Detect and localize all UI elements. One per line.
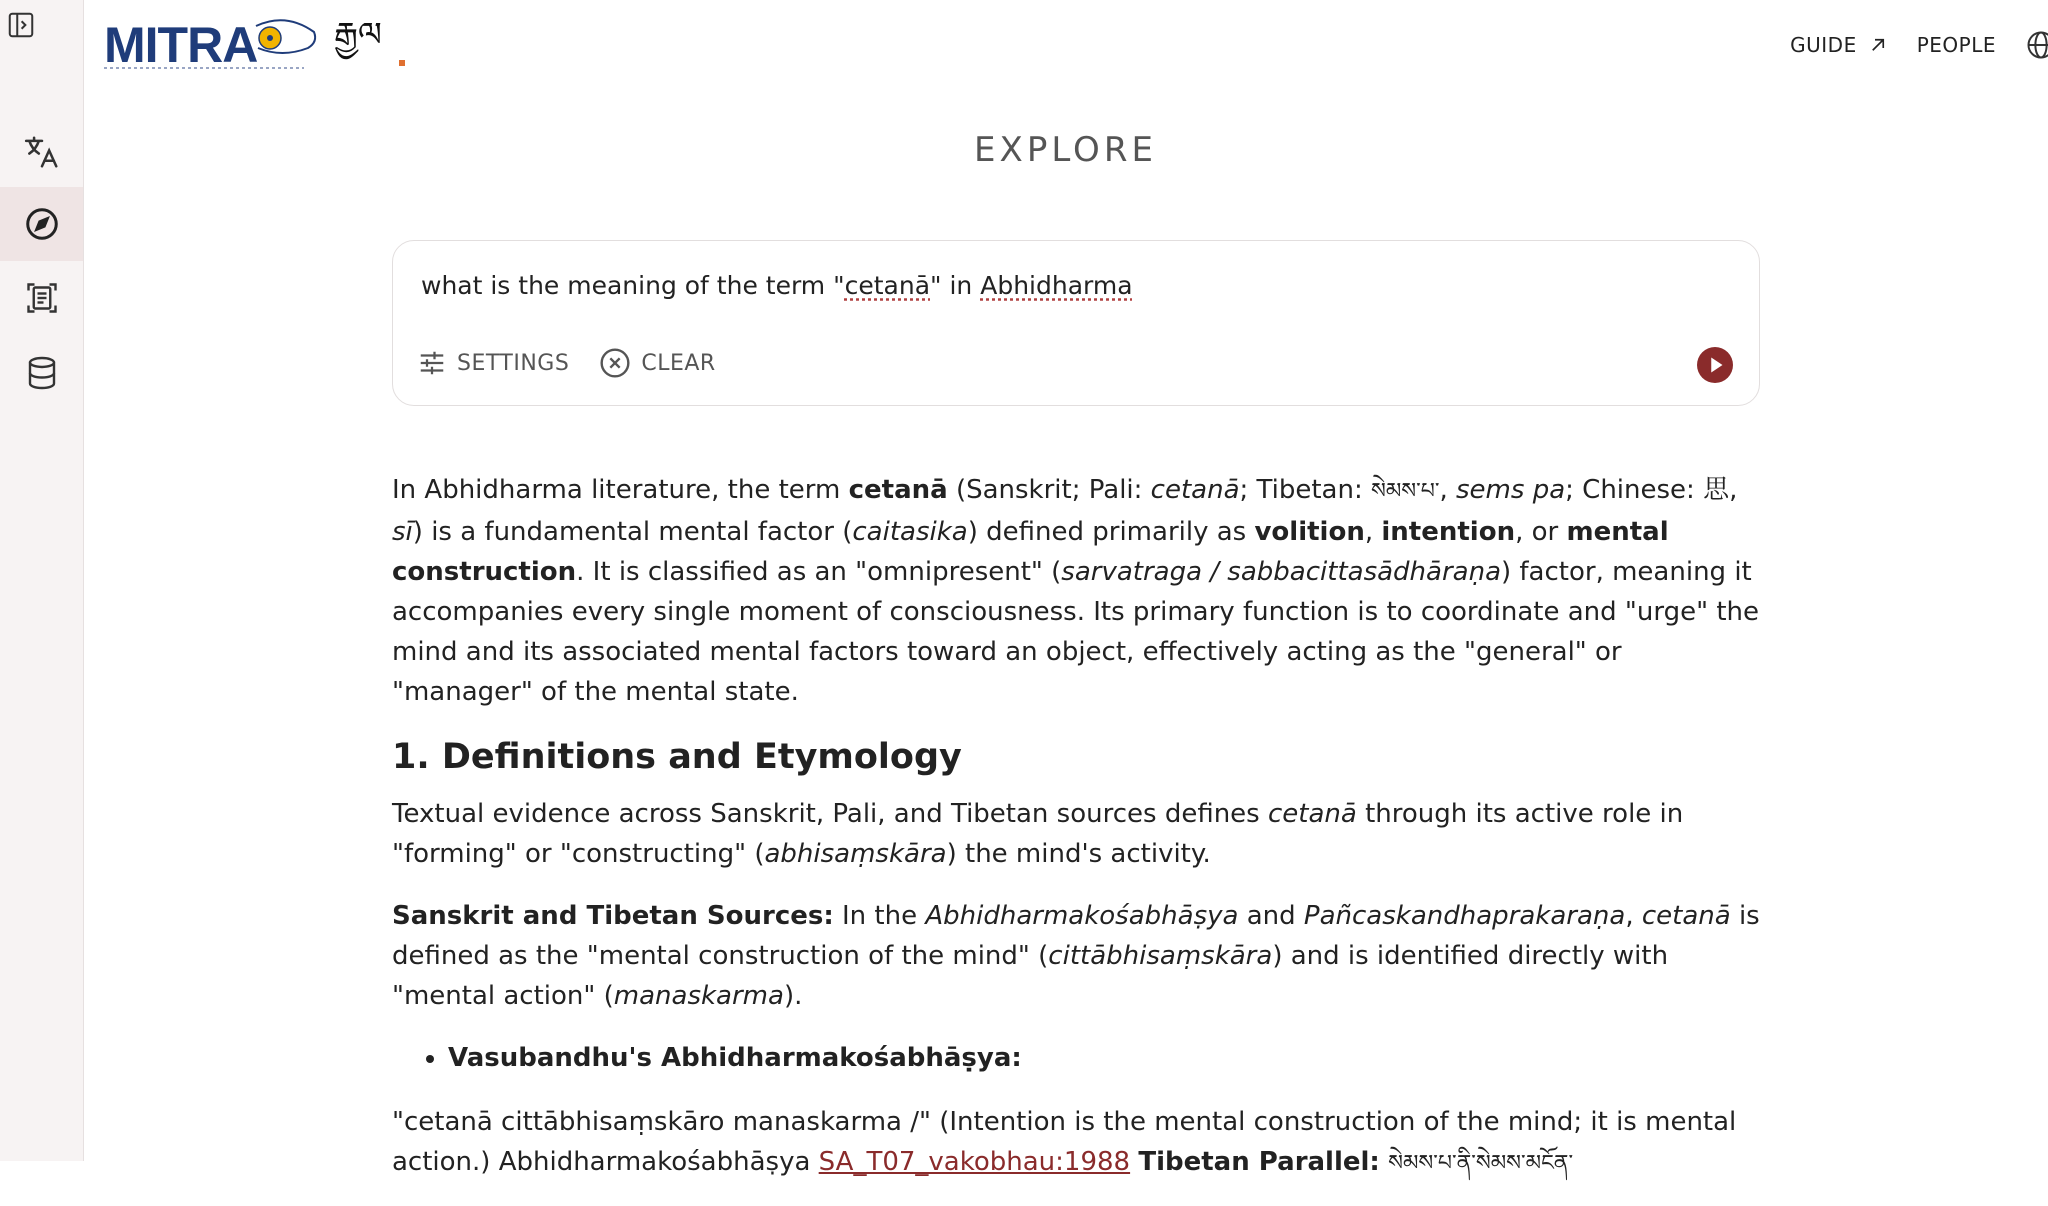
clear-label: CLEAR	[641, 351, 715, 376]
sidebar-item-database[interactable]	[0, 336, 83, 410]
answer-content	[392, 470, 1762, 1206]
search-actions	[417, 347, 716, 379]
settings-label: SETTINGS	[457, 351, 569, 376]
external-link-arrow-icon	[1869, 36, 1887, 54]
query-text: " in	[930, 271, 980, 300]
source-link[interactable]: SA_T07_vakobhau:1988	[819, 1147, 1130, 1177]
sidebar	[0, 0, 84, 1161]
globe-language-icon[interactable]	[2026, 30, 2048, 60]
clear-x-circle-icon	[599, 347, 631, 379]
clear-button[interactable]	[599, 347, 715, 379]
section-heading-definitions: 1. Definitions and Etymology	[392, 734, 1762, 780]
guide-link[interactable]	[1790, 33, 1887, 57]
dharma-wheel-icon	[259, 27, 281, 49]
sidebar-item-translate[interactable]	[0, 115, 83, 189]
sliders-icon	[417, 348, 447, 378]
people-label: PEOPLE	[1917, 33, 1996, 57]
sidebar-item-explore[interactable]	[0, 187, 83, 261]
list-item: • Vasubandhu's Abhidharmakośabhāṣya:	[448, 1038, 1762, 1078]
sources-paragraph: Sanskrit and Tibetan Sources: In the Abhidharmakośabhāṣya and Pañcaskandhaprakaraṇa, cetanā is defined as the "mental construction of the mind" (cittābhisaṃskāra) and is identified directly with "mental action" (manaskarma).	[392, 896, 1762, 1016]
search-box[interactable]	[392, 240, 1760, 406]
compass-icon	[24, 206, 60, 242]
document-scan-icon	[24, 280, 60, 316]
sources-list	[392, 1038, 1762, 1078]
search-query-text[interactable]	[421, 271, 1133, 300]
settings-button[interactable]	[417, 348, 569, 378]
query-text: what is the meaning of the term "	[421, 271, 845, 300]
sidebar-item-documents[interactable]	[0, 261, 83, 335]
answer-intro-paragraph: In Abhidharma literature, the term cetanā (Sanskrit; Pali: cetanā; Tibetan: སེམས་པ་, sems pa; Chinese: 思, sī) is a fundamental mental factor (caitasika) defined primarily as volition, intention, or mental construction. It is classified as an "omnipresent" (sarvatraga / sabbacittasādhāraṇa) factor, meaning it accompanies every single moment of consciousness. Its primary function is to coordinate and "urge" the mind and its associated mental factors toward an object, effectively acting as the "general" or "manager" of the mental state.	[392, 470, 1762, 712]
query-term-abhidharma: Abhidharma	[980, 271, 1132, 300]
quote-block: "cetanā cittābhisaṃskāro manaskarma /" (Intention is the mental construction of the mind; it is mental action.) Abhidharmakośabhāṣya SA_T07_vakobhau:1988 Tibetan Parallel: སེམས་པ་ནི་སེམས་མངོན་	[392, 1102, 1762, 1184]
submit-play-icon[interactable]	[1697, 347, 1733, 383]
people-link[interactable]	[1917, 33, 1996, 57]
guide-label: GUIDE	[1790, 33, 1857, 57]
definitions-paragraph: Textual evidence across Sanskrit, Pali, and Tibetan sources defines cetanā through its active role in "forming" or "constructing" (abhisaṃskāra) the mind's activity.	[392, 794, 1762, 874]
top-navigation	[1790, 30, 2048, 60]
logo-tibetan: རྒྱལ	[334, 15, 382, 60]
database-icon	[24, 355, 60, 391]
mitra-logo[interactable]	[104, 6, 414, 74]
page-title: EXPLORE	[83, 130, 2048, 170]
sidebar-toggle-icon[interactable]	[4, 8, 38, 42]
logo-text: MITRA	[104, 17, 257, 73]
translate-icon	[23, 133, 61, 171]
query-term-cetana: cetanā	[845, 271, 930, 300]
